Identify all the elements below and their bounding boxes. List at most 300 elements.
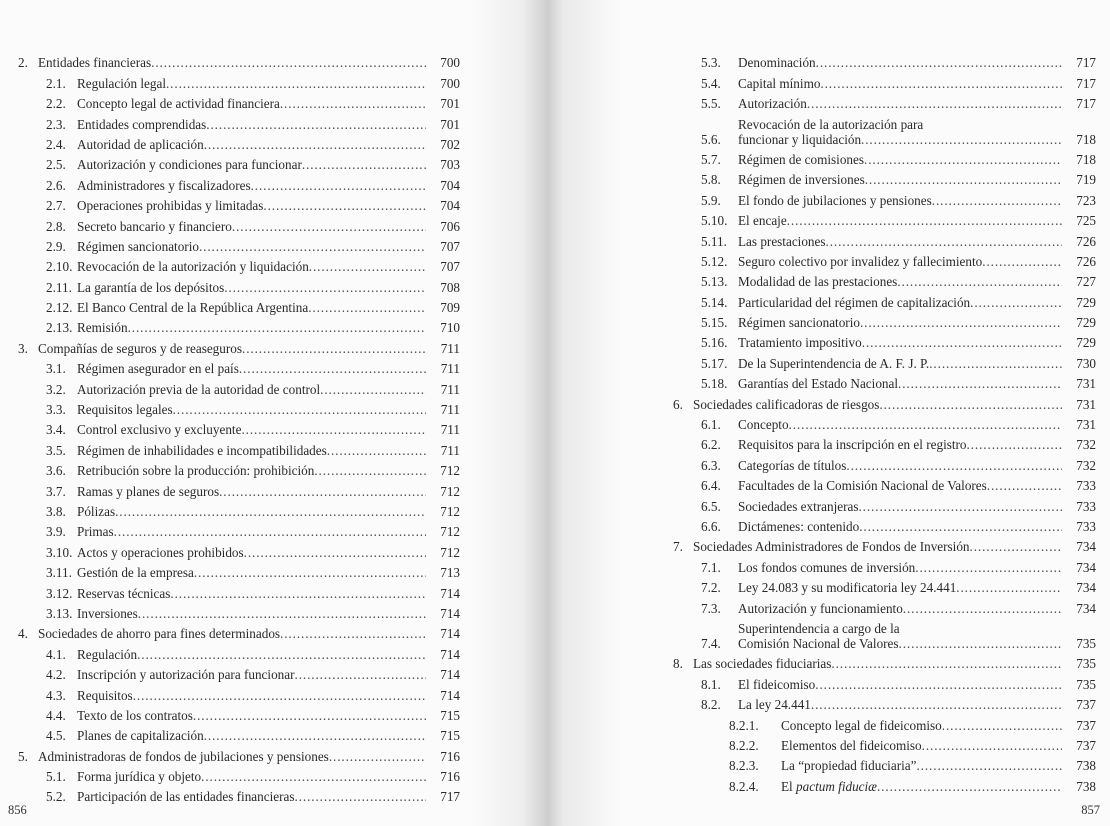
toc-entry-number: 3.11. <box>46 565 72 581</box>
toc-entry <box>18 172 460 192</box>
dot-leader <box>193 708 426 723</box>
dot-leader <box>242 341 426 356</box>
dot-leader <box>327 443 426 458</box>
toc-entry-title: Dictámenes: contenido <box>738 518 860 534</box>
dot-leader <box>263 198 426 213</box>
toc-entry-page-number: 719 <box>1076 172 1096 188</box>
toc-entry-title: Autoridad de aplicación <box>77 136 204 152</box>
toc-entry-number: 3.3. <box>46 402 66 418</box>
toc-entry <box>18 703 460 723</box>
toc-entry-page-number: 711 <box>440 422 460 438</box>
toc-entry-page-number: 731 <box>1076 396 1096 412</box>
toc-entry-page-number: 717 <box>440 789 460 805</box>
toc-entry-title: Régimen de inversiones <box>738 172 865 188</box>
dot-leader <box>916 758 1062 773</box>
toc-entry-title-wrap <box>38 626 426 641</box>
toc-entry <box>673 289 1096 309</box>
toc-entry-page-number: 714 <box>440 585 460 601</box>
toc-entry-title-wrap <box>738 677 1062 692</box>
toc-entry-title: Regulación legal <box>77 75 166 91</box>
toc-entry-title-line2-wrap <box>738 636 1062 651</box>
toc-entry <box>18 621 460 641</box>
dot-leader <box>133 688 426 703</box>
toc-entry-title-wrap <box>738 76 1062 91</box>
toc-entry-title-wrap <box>738 213 1062 228</box>
toc-entry-title-wrap <box>77 688 426 703</box>
toc-entry-title: Régimen de comisiones <box>738 151 864 167</box>
toc-entry-number: 4. <box>18 626 28 642</box>
toc-entry-page-number: 704 <box>440 177 460 193</box>
toc-entry-title-wrap <box>38 55 426 70</box>
toc-entry-title: El <box>781 778 793 794</box>
toc-entry-page-number: 711 <box>440 340 460 356</box>
toc-entry-title: El fondo de jubilaciones y pensiones <box>738 192 932 208</box>
toc-entry-page-number: 716 <box>440 769 460 785</box>
toc-entry-title: Denominación <box>738 55 816 71</box>
toc-entry-title-wrap <box>77 239 426 254</box>
toc-entry <box>673 391 1096 411</box>
toc-entry-page-number: 712 <box>440 503 460 519</box>
toc-entry-title-wrap <box>77 647 426 662</box>
dot-leader <box>115 504 426 519</box>
toc-entry-title-wrap <box>738 580 1062 595</box>
dot-leader <box>987 478 1062 493</box>
toc-entry-title-wrap <box>77 545 426 560</box>
toc-entry-page-number: 712 <box>440 524 460 540</box>
toc-entry <box>18 70 460 90</box>
toc-entry-title: Las sociedades fiduciarias <box>693 656 832 672</box>
dot-leader <box>879 397 1062 412</box>
toc-entry-number: 8.2. <box>701 697 721 713</box>
toc-entry-page-number: 704 <box>440 198 460 214</box>
toc-entry-page-number: 708 <box>440 279 460 295</box>
dot-leader <box>206 117 426 132</box>
toc-entry-title-wrap <box>738 697 1062 712</box>
toc-entry-number: 5.12. <box>701 253 728 269</box>
toc-entry-number: 3.8. <box>46 503 66 519</box>
toc-entry <box>673 733 1096 753</box>
toc-entry-title: Compañías de seguros y de reaseguros <box>38 340 242 356</box>
toc-entry-title-wrap <box>693 656 1062 671</box>
toc-entry-number: 6. <box>673 396 683 412</box>
dot-leader <box>173 402 426 417</box>
toc-entry-title-wrap <box>738 96 1062 111</box>
toc-entry-number: 4.4. <box>46 707 66 723</box>
dot-leader <box>314 463 426 478</box>
dot-leader <box>816 55 1062 70</box>
toc-entry-page-number: 733 <box>1076 498 1096 514</box>
toc-entry <box>18 478 460 498</box>
toc-entry-page-number: 723 <box>1076 192 1096 208</box>
toc-entry <box>673 70 1096 90</box>
toc-entry-title-wrap <box>77 219 426 234</box>
toc-entry-number: 6.1. <box>701 417 721 433</box>
toc-entry-title-wrap <box>77 320 426 335</box>
toc-entry-number: 2.8. <box>46 218 66 234</box>
toc-entry <box>673 616 1096 651</box>
toc-entry-page-number: 701 <box>440 96 460 112</box>
toc-entry <box>673 350 1096 370</box>
toc-entry-title-wrap <box>738 458 1062 473</box>
toc-entry-title-wrap <box>738 499 1062 514</box>
dot-leader <box>280 96 426 111</box>
toc-entry <box>673 514 1096 534</box>
toc-entry <box>18 295 460 315</box>
toc-entry-title: Concepto legal de actividad financiera <box>77 96 280 112</box>
toc-entry-title: Las prestaciones <box>738 233 826 249</box>
toc-entry-title: Secreto bancario y financiero <box>77 218 232 234</box>
toc-entry-number: 2.5. <box>46 157 66 173</box>
toc-entry-title-wrap <box>738 601 1062 616</box>
dot-leader <box>204 137 426 152</box>
toc-entry-title-wrap <box>77 504 426 519</box>
toc-entry-title: Capital mínimo <box>738 75 821 91</box>
toc-entry-page-number: 714 <box>440 667 460 683</box>
dot-leader <box>128 320 426 335</box>
toc-entry-number: 4.5. <box>46 728 66 744</box>
dot-leader <box>929 356 1062 371</box>
dot-leader <box>932 193 1062 208</box>
toc-entry-title-wrap <box>738 172 1062 187</box>
dot-leader <box>166 76 426 91</box>
toc-entry-page-number: 718 <box>1076 151 1096 167</box>
toc-entry-title: El encaje <box>738 213 787 229</box>
toc-entry-page-number: 712 <box>440 483 460 499</box>
dot-leader <box>861 132 1062 147</box>
toc-entry <box>673 147 1096 167</box>
toc-entry-number: 8.2.4. <box>729 778 759 794</box>
toc-entry-page-number: 712 <box>440 463 460 479</box>
dot-leader <box>137 647 426 662</box>
toc-entry-page-number: 714 <box>440 626 460 642</box>
toc-entry-page-number: 737 <box>1076 717 1096 733</box>
toc-entry <box>18 560 460 580</box>
dot-leader <box>170 586 426 601</box>
dot-leader <box>787 213 1062 228</box>
toc-entry-title: Autorización previa de la autoridad de control <box>77 381 321 397</box>
toc-entry-number: 5.2. <box>46 789 66 805</box>
toc-entry <box>673 371 1096 391</box>
toc-entry-title: Participación de las entidades financieras <box>77 789 295 805</box>
toc-entry-title-wrap <box>738 295 1062 310</box>
toc-entry-title: Sociedades Administradores de Fondos de Inversión <box>693 539 970 555</box>
toc-entry-number: 2.10. <box>46 259 73 275</box>
toc-entry <box>18 764 460 784</box>
dot-leader <box>967 437 1062 452</box>
toc-entry-page-number: 734 <box>1076 580 1096 596</box>
toc-entry-title-wrap <box>77 586 426 601</box>
toc-entry-title-wrap <box>77 708 426 723</box>
toc-entry-number: 4.3. <box>46 687 66 703</box>
toc-entry-title: Requisitos para la inscripción en el registro <box>738 437 967 453</box>
toc-entry-title: Superintendencia a cargo de la <box>738 620 900 636</box>
dot-leader <box>903 601 1062 616</box>
toc-entry-title: De la Superintendencia de A. F. J. P. <box>738 355 930 371</box>
toc-entry-number: 5.7. <box>701 151 721 167</box>
toc-entry <box>18 723 460 743</box>
page-number-right: 857 <box>1081 803 1100 817</box>
dot-leader <box>251 178 426 193</box>
toc-entry-title-wrap <box>77 96 426 111</box>
toc-entry-title: Retribución sobre la producción: prohibición <box>77 463 315 479</box>
toc-entry-title: Control exclusivo y excluyente <box>77 422 242 438</box>
toc-entry <box>18 417 460 437</box>
toc-entry-title-wrap <box>77 484 426 499</box>
toc-entry-page-number: 716 <box>440 748 460 764</box>
toc-entry-title-wrap <box>77 443 426 458</box>
toc-entry <box>673 671 1096 691</box>
toc-entry-number: 2.2. <box>46 96 66 112</box>
toc-entry-title: Entidades financieras <box>38 55 152 71</box>
toc-entry-number: 5.16. <box>701 335 728 351</box>
toc-entry <box>673 187 1096 207</box>
toc-entry-title: Garantías del Estado Nacional <box>738 376 899 392</box>
toc-entry <box>673 91 1096 111</box>
toc-entry-number: 5.18. <box>701 376 728 392</box>
toc-entry-number: 2.13. <box>46 320 73 336</box>
toc-entry <box>18 580 460 600</box>
toc-entry-number: 2.6. <box>46 177 66 193</box>
toc-entry <box>673 432 1096 452</box>
dot-leader <box>295 667 427 682</box>
toc-entry-number: 2. <box>18 55 28 71</box>
toc-entry <box>18 519 460 539</box>
toc-entry-number: 5.17. <box>701 355 728 371</box>
toc-entry-title-wrap <box>77 565 426 580</box>
toc-entry <box>673 167 1096 187</box>
dot-leader <box>915 560 1062 575</box>
dot-leader <box>199 239 426 254</box>
toc-entry-title: Sociedades de ahorro para fines determinados <box>38 626 281 642</box>
toc-entry-number: 6.6. <box>701 518 721 534</box>
toc-entry-title-wrap <box>77 137 426 152</box>
toc-entry-page-number: 737 <box>1076 737 1096 753</box>
toc-entry <box>18 662 460 682</box>
toc-entry <box>673 111 1096 146</box>
toc-entry-title: Tratamiento impositivo <box>738 335 862 351</box>
toc-entry-title: Administradores y fiscalizadores <box>77 177 251 193</box>
toc-entry <box>673 651 1096 671</box>
toc-entry-title: El Banco Central de la República Argentina <box>77 300 309 316</box>
toc-entry-page-number: 714 <box>440 605 460 621</box>
toc-entry-title-wrap <box>77 76 426 91</box>
toc-entry-title: Régimen sancionatorio <box>738 315 860 331</box>
toc-entry-number: 6.4. <box>701 478 721 494</box>
table-of-contents-left <box>18 50 460 804</box>
toc-entry-page-number: 711 <box>440 361 460 377</box>
toc-entry-title-wrap <box>77 667 426 682</box>
toc-entry-number: 8.2.3. <box>729 758 759 774</box>
dot-leader <box>239 361 426 376</box>
toc-entry-number: 5.6. <box>701 131 721 147</box>
page-number-left: 856 <box>8 803 27 817</box>
dot-leader <box>302 157 426 172</box>
toc-entry-number: 5.8. <box>701 172 721 188</box>
dot-leader <box>219 484 426 499</box>
toc-entry-number: 3.10. <box>46 544 73 560</box>
toc-entry-number: 4.2. <box>46 667 66 683</box>
toc-entry <box>673 208 1096 228</box>
dot-leader <box>922 738 1062 753</box>
dot-leader <box>860 315 1062 330</box>
toc-entry-page-number: 726 <box>1076 253 1096 269</box>
toc-entry-number: 6.3. <box>701 457 721 473</box>
toc-entry-number: 3.5. <box>46 442 66 458</box>
toc-entry <box>18 458 460 478</box>
toc-entry-title: Pólizas <box>77 503 116 519</box>
toc-entry-title-wrap <box>77 382 426 397</box>
toc-entry <box>673 534 1096 554</box>
toc-entry-number: 5.13. <box>701 274 728 290</box>
dot-leader <box>815 677 1062 692</box>
toc-entry <box>673 773 1096 793</box>
toc-entry-page-number: 709 <box>440 300 460 316</box>
toc-entry-title-wrap <box>38 341 426 356</box>
dot-leader <box>204 728 426 743</box>
toc-entry <box>673 330 1096 350</box>
dot-leader <box>232 219 426 234</box>
toc-entry-multiline-title <box>738 117 1062 147</box>
toc-entry-title-wrap <box>77 422 426 437</box>
toc-entry <box>673 692 1096 712</box>
toc-entry-page-number: 703 <box>440 157 460 173</box>
toc-entry-title-wrap <box>77 769 426 784</box>
toc-entry-page-number: 702 <box>440 136 460 152</box>
toc-entry-title: Remisión <box>77 320 128 336</box>
right-page <box>555 0 1110 826</box>
toc-entry <box>18 91 460 111</box>
toc-entry <box>18 356 460 376</box>
toc-entry-title-wrap <box>77 728 426 743</box>
toc-entry-title: Actos y operaciones prohibidos <box>77 544 244 560</box>
dot-leader <box>114 524 426 539</box>
toc-entry-title-wrap <box>77 789 426 804</box>
toc-entry-multiline-title <box>738 621 1062 651</box>
toc-entry-title: Concepto <box>738 417 789 433</box>
toc-entry-title-wrap <box>738 560 1062 575</box>
toc-entry-title-line2-wrap <box>738 132 1062 147</box>
toc-entry-number: 3.4. <box>46 422 66 438</box>
dot-leader <box>789 417 1062 432</box>
toc-entry-title: Elementos del fideicomiso <box>781 737 922 753</box>
toc-entry-number: 5.14. <box>701 294 728 310</box>
toc-entry <box>673 50 1096 70</box>
toc-entry-number: 3.9. <box>46 524 66 540</box>
toc-entry-page-number: 737 <box>1076 697 1096 713</box>
toc-entry-page-number: 715 <box>440 728 460 744</box>
toc-entry-title: Reservas técnicas <box>77 585 171 601</box>
toc-entry-title-wrap <box>781 738 1062 753</box>
toc-entry-title-wrap <box>738 437 1062 452</box>
toc-entry-page-number: 711 <box>440 442 460 458</box>
toc-entry-page-number: 733 <box>1076 478 1096 494</box>
toc-entry <box>18 315 460 335</box>
toc-entry-title: Operaciones prohibidas y limitadas <box>77 198 264 214</box>
toc-entry-title: Ramas y planes de seguros <box>77 483 220 499</box>
toc-entry-number: 2.12. <box>46 300 73 316</box>
toc-entry-title: Categorías de títulos <box>738 457 847 473</box>
toc-entry-title: Seguro colectivo por invalidez y fallecimiento <box>738 253 983 269</box>
toc-entry-title-wrap <box>738 519 1062 534</box>
toc-entry <box>673 310 1096 330</box>
toc-entry-title-wrap <box>77 463 426 478</box>
toc-entry <box>18 213 460 233</box>
toc-entry-title: Texto de los contratos <box>77 707 193 723</box>
dot-leader <box>138 606 426 621</box>
toc-entry-number: 2.4. <box>46 136 66 152</box>
toc-entry-number: 8.2.2. <box>729 737 759 753</box>
toc-entry-title-wrap <box>738 254 1062 269</box>
toc-entry-title-wrap <box>738 356 1062 371</box>
toc-entry-title: Régimen de inhabilidades e incompatibilidades <box>77 442 327 458</box>
toc-entry-page-number: 725 <box>1076 213 1096 229</box>
toc-entry-title: Autorización y funcionamiento <box>738 600 903 616</box>
toc-entry-page-number: 729 <box>1076 335 1096 351</box>
toc-entry-title: Autorización <box>738 96 807 112</box>
dot-leader <box>942 718 1062 733</box>
toc-entry-page-number: 700 <box>440 55 460 71</box>
toc-entry <box>18 601 460 621</box>
toc-entry-title-wrap <box>77 300 426 315</box>
toc-entry-number: 5.5. <box>701 96 721 112</box>
toc-entry-page-number: 731 <box>1076 376 1096 392</box>
toc-entry-title: Gestión de la empresa <box>77 565 194 581</box>
toc-entry-page-number: 727 <box>1076 274 1096 290</box>
toc-entry-number: 3.6. <box>46 463 66 479</box>
toc-entry-page-number: 707 <box>440 259 460 275</box>
toc-entry-title: La garantía de los depósitos <box>77 279 225 295</box>
table-of-contents-right <box>673 50 1096 794</box>
toc-entry-page-number: 738 <box>1076 758 1096 774</box>
toc-entry-title: Entidades comprendidas <box>77 116 207 132</box>
toc-entry <box>673 412 1096 432</box>
toc-entry-page-number: 700 <box>440 75 460 91</box>
toc-entry-page-number: 717 <box>1076 75 1096 91</box>
toc-entry-page-number: 712 <box>440 544 460 560</box>
toc-entry-number: 4.1. <box>46 646 66 662</box>
toc-entry-title-wrap <box>738 234 1062 249</box>
toc-entry <box>673 595 1096 615</box>
toc-entry-number: 3.7. <box>46 483 66 499</box>
toc-entry-number: 2.3. <box>46 116 66 132</box>
dot-leader <box>899 636 1062 651</box>
toc-entry-number: 7.2. <box>701 580 721 596</box>
toc-entry-page-number: 710 <box>440 320 460 336</box>
toc-entry-page-number: 713 <box>440 565 460 581</box>
toc-entry-number: 5.9. <box>701 192 721 208</box>
toc-entry-title-wrap <box>738 417 1062 432</box>
toc-entry-number: 6.2. <box>701 437 721 453</box>
toc-entry-title: Facultades de la Comisión Nacional de Valores <box>738 478 987 494</box>
toc-entry-page-number: 734 <box>1076 600 1096 616</box>
toc-entry <box>18 254 460 274</box>
toc-entry <box>18 743 460 763</box>
toc-entry <box>18 539 460 559</box>
toc-entry-page-number: 715 <box>440 707 460 723</box>
dot-leader <box>329 749 426 764</box>
toc-entry-title-wrap <box>738 55 1062 70</box>
toc-entry <box>18 682 460 702</box>
toc-entry-title-wrap <box>693 397 1062 412</box>
dot-leader <box>898 376 1062 391</box>
toc-entry <box>18 335 460 355</box>
toc-entry-title: Ley 24.083 y su modificatoria ley 24.441 <box>738 580 957 596</box>
toc-entry-page-number: 734 <box>1076 539 1096 555</box>
toc-entry-number: 7.3. <box>701 600 721 616</box>
dot-leader <box>826 234 1062 249</box>
dot-leader <box>811 697 1062 712</box>
toc-entry-number: 8.1. <box>701 676 721 692</box>
